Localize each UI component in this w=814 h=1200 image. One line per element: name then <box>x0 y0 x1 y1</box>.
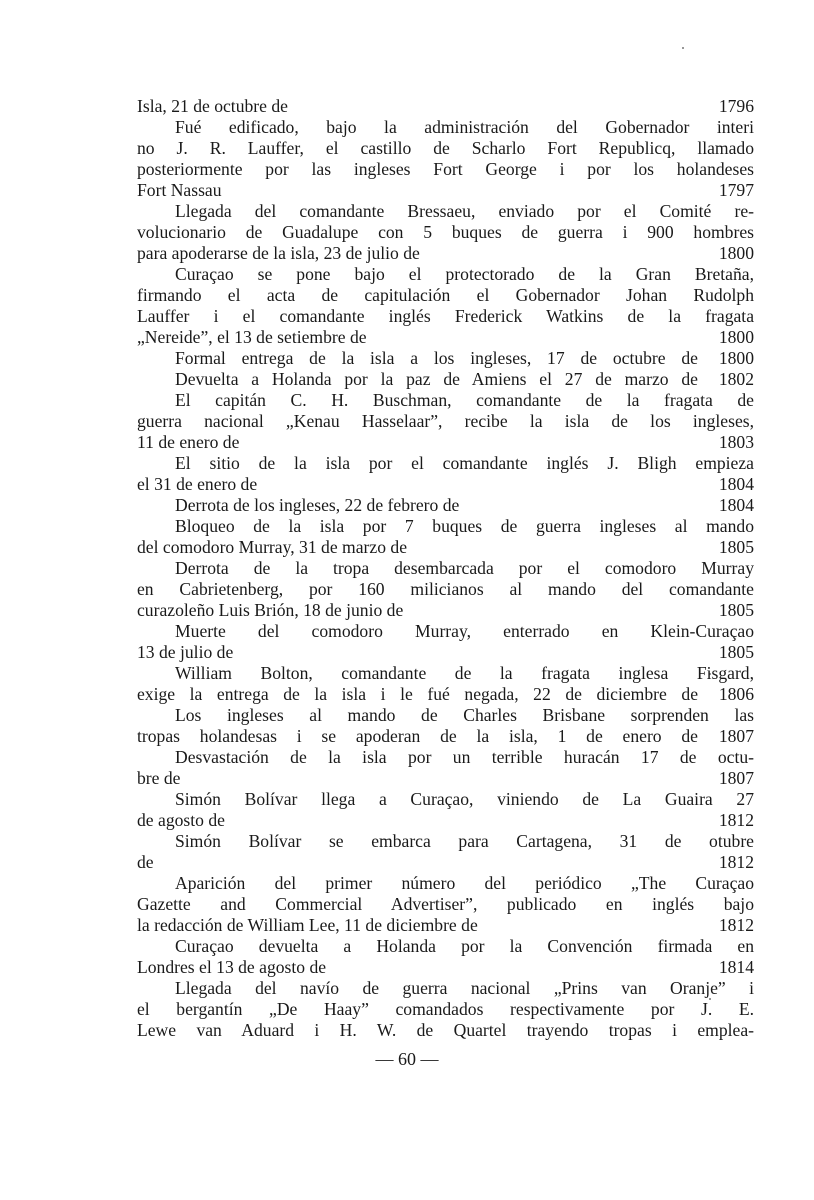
year-label: 1803 <box>718 432 754 452</box>
line-text: guerra nacional „Kenau Hasselaar”, recibe la isla de los ingleses, <box>137 411 754 431</box>
year-label: 1805 <box>718 537 754 557</box>
line-text: tropas holandesas i se apoderan de la isla, 1 de enero de <box>137 726 698 746</box>
text-line <box>137 180 754 201</box>
line-text: Derrota de los ingleses, 22 de febrero de <box>175 495 460 515</box>
line-text: 13 de julio de <box>137 642 234 662</box>
line-text: Llegada del comandante Bressaeu, enviado por el Comité re- <box>175 201 754 221</box>
text-line <box>137 831 754 852</box>
line-text: Lauffer i el comandante inglés Frederick Watkins de la fragata <box>137 306 754 326</box>
year-label: 1800 <box>718 348 754 368</box>
text-line <box>137 873 754 894</box>
text-line <box>137 915 754 936</box>
line-text: William Bolton, comandante de la fragata inglesa Fisgard, <box>175 663 754 683</box>
text-line <box>137 390 754 411</box>
text-line <box>137 747 754 768</box>
text-line <box>137 516 754 537</box>
text-line <box>137 138 754 159</box>
year-label: 1802 <box>718 369 754 389</box>
year-label: 1800 <box>718 327 754 347</box>
line-text: Fué edificado, bajo la administración del Gobernador interi <box>175 117 754 137</box>
year-label: 1797 <box>718 180 754 200</box>
text-line <box>137 243 754 264</box>
line-text: Londres el 13 de agosto de <box>137 957 327 977</box>
line-text: de agosto de <box>137 810 225 830</box>
text-line <box>137 894 754 915</box>
year-label: 1812 <box>718 915 754 935</box>
text-line <box>137 558 754 579</box>
line-text: firmando el acta de capitulación el Gobernador Johan Rudolph <box>137 285 754 305</box>
line-text: la redacción de William Lee, 11 de diciembre de <box>137 915 478 935</box>
text-line <box>137 936 754 957</box>
year-label: 1796 <box>718 96 754 116</box>
line-text: Aparición del primer número del periódico „The Curaçao <box>175 873 754 893</box>
line-text: Simón Bolívar llega a Curaçao, viniendo de La Guaira 27 <box>175 789 754 809</box>
text-line <box>137 768 754 789</box>
line-text: bre de <box>137 768 181 788</box>
line-text: El capitán C. H. Buschman, comandante de la fragata de <box>175 390 754 410</box>
text-line <box>137 96 754 117</box>
text-line <box>137 642 754 663</box>
text-line <box>137 663 754 684</box>
text-line <box>137 453 754 474</box>
line-text: no J. R. Lauffer, el castillo de Scharlo Fort Republicq, llamado <box>137 138 754 158</box>
line-text: del comodoro Murray, 31 de marzo de <box>137 537 408 557</box>
year-label: 1814 <box>718 957 754 977</box>
text-line <box>137 327 754 348</box>
chronology-text <box>137 96 754 1041</box>
text-line <box>137 411 754 432</box>
line-text: de <box>137 852 154 872</box>
year-label: 1804 <box>718 495 754 515</box>
line-text: Desvastación de la isla por un terrible huracán 17 de octu- <box>175 747 754 767</box>
text-line <box>137 306 754 327</box>
text-line <box>137 999 754 1020</box>
line-text: El sitio de la isla por el comandante inglés J. Bligh empieza <box>175 453 754 473</box>
text-line <box>137 600 754 621</box>
text-line <box>137 1020 754 1041</box>
text-line <box>137 432 754 453</box>
line-text: para apoderarse de la isla, 23 de julio de <box>137 243 420 263</box>
text-line <box>137 789 754 810</box>
line-text: 11 de enero de <box>137 432 240 452</box>
text-line <box>137 537 754 558</box>
line-text: Curaçao se pone bajo el protectorado de la Gran Bretaña, <box>175 264 754 284</box>
line-text: el bergantín „De Haay” comandados respectivamente por J. E. <box>137 999 754 1019</box>
text-line <box>137 201 754 222</box>
line-text: Bloqueo de la isla por 7 buques de guerra ingleses al mando <box>175 516 754 536</box>
text-line <box>137 348 754 369</box>
text-line <box>137 117 754 138</box>
year-label: 1800 <box>718 243 754 263</box>
line-text: Formal entrega de la isla a los ingleses, 17 de octubre de <box>175 348 698 368</box>
line-text: „Nereide”, el 13 de setiembre de <box>137 327 367 347</box>
text-line <box>137 222 754 243</box>
text-line <box>137 978 754 999</box>
line-text: posteriormente por las ingleses Fort George i por los holandeses <box>137 159 754 179</box>
text-line <box>137 705 754 726</box>
line-text: en Cabrietenberg, por 160 milicianos al mando del comandante <box>137 579 754 599</box>
line-text: Fort Nassau <box>137 180 222 200</box>
text-line <box>137 159 754 180</box>
text-line <box>137 579 754 600</box>
year-label: 1812 <box>718 852 754 872</box>
text-line <box>137 810 754 831</box>
year-label: 1805 <box>718 600 754 620</box>
line-text: Isla, 21 de octubre de <box>137 96 288 116</box>
line-text: exige la entrega de la isla i le fué negada, 22 de diciembre de <box>137 684 698 704</box>
text-line <box>137 474 754 495</box>
line-text: Llegada del navío de guerra nacional „Prins van Oranje” i <box>175 978 754 998</box>
line-text: el 31 de enero de <box>137 474 258 494</box>
year-label: 1807 <box>718 726 754 746</box>
year-label: 1805 <box>718 642 754 662</box>
line-text: Simón Bolívar se embarca para Cartagena, 31 de otubre <box>175 831 754 851</box>
year-label: 1804 <box>718 474 754 494</box>
line-text: Curaçao devuelta a Holanda por la Convención firmada en <box>175 936 754 956</box>
year-label: 1807 <box>718 768 754 788</box>
line-text: curazoleño Luis Brión, 18 de junio de <box>137 600 404 620</box>
text-line <box>137 495 754 516</box>
line-text: Los ingleses al mando de Charles Brisbane sorprenden las <box>175 705 754 725</box>
text-line <box>137 852 754 873</box>
text-line <box>137 684 754 705</box>
scan-speck <box>682 47 684 49</box>
line-text: Derrota de la tropa desembarcada por el comodoro Murray <box>175 558 754 578</box>
year-label: 1806 <box>718 684 754 704</box>
text-line <box>137 264 754 285</box>
text-line <box>137 369 754 390</box>
text-line <box>137 285 754 306</box>
text-line <box>137 726 754 747</box>
line-text: Gazette and Commercial Advertiser”, publicado en inglés bajo <box>137 894 754 914</box>
year-label: 1812 <box>718 810 754 830</box>
line-text: Muerte del comodoro Murray, enterrado en Klein-Curaçao <box>175 621 754 641</box>
text-line <box>137 621 754 642</box>
page-number: — 60 — <box>375 1049 439 1069</box>
line-text: Devuelta a Holanda por la paz de Amiens el 27 de marzo de <box>175 369 698 389</box>
line-text: Lewe van Aduard i H. W. de Quartel trayendo tropas i emplea- <box>137 1020 754 1040</box>
text-line <box>137 957 754 978</box>
line-text: volucionario de Guadalupe con 5 buques de guerra i 900 hombres <box>137 222 754 242</box>
